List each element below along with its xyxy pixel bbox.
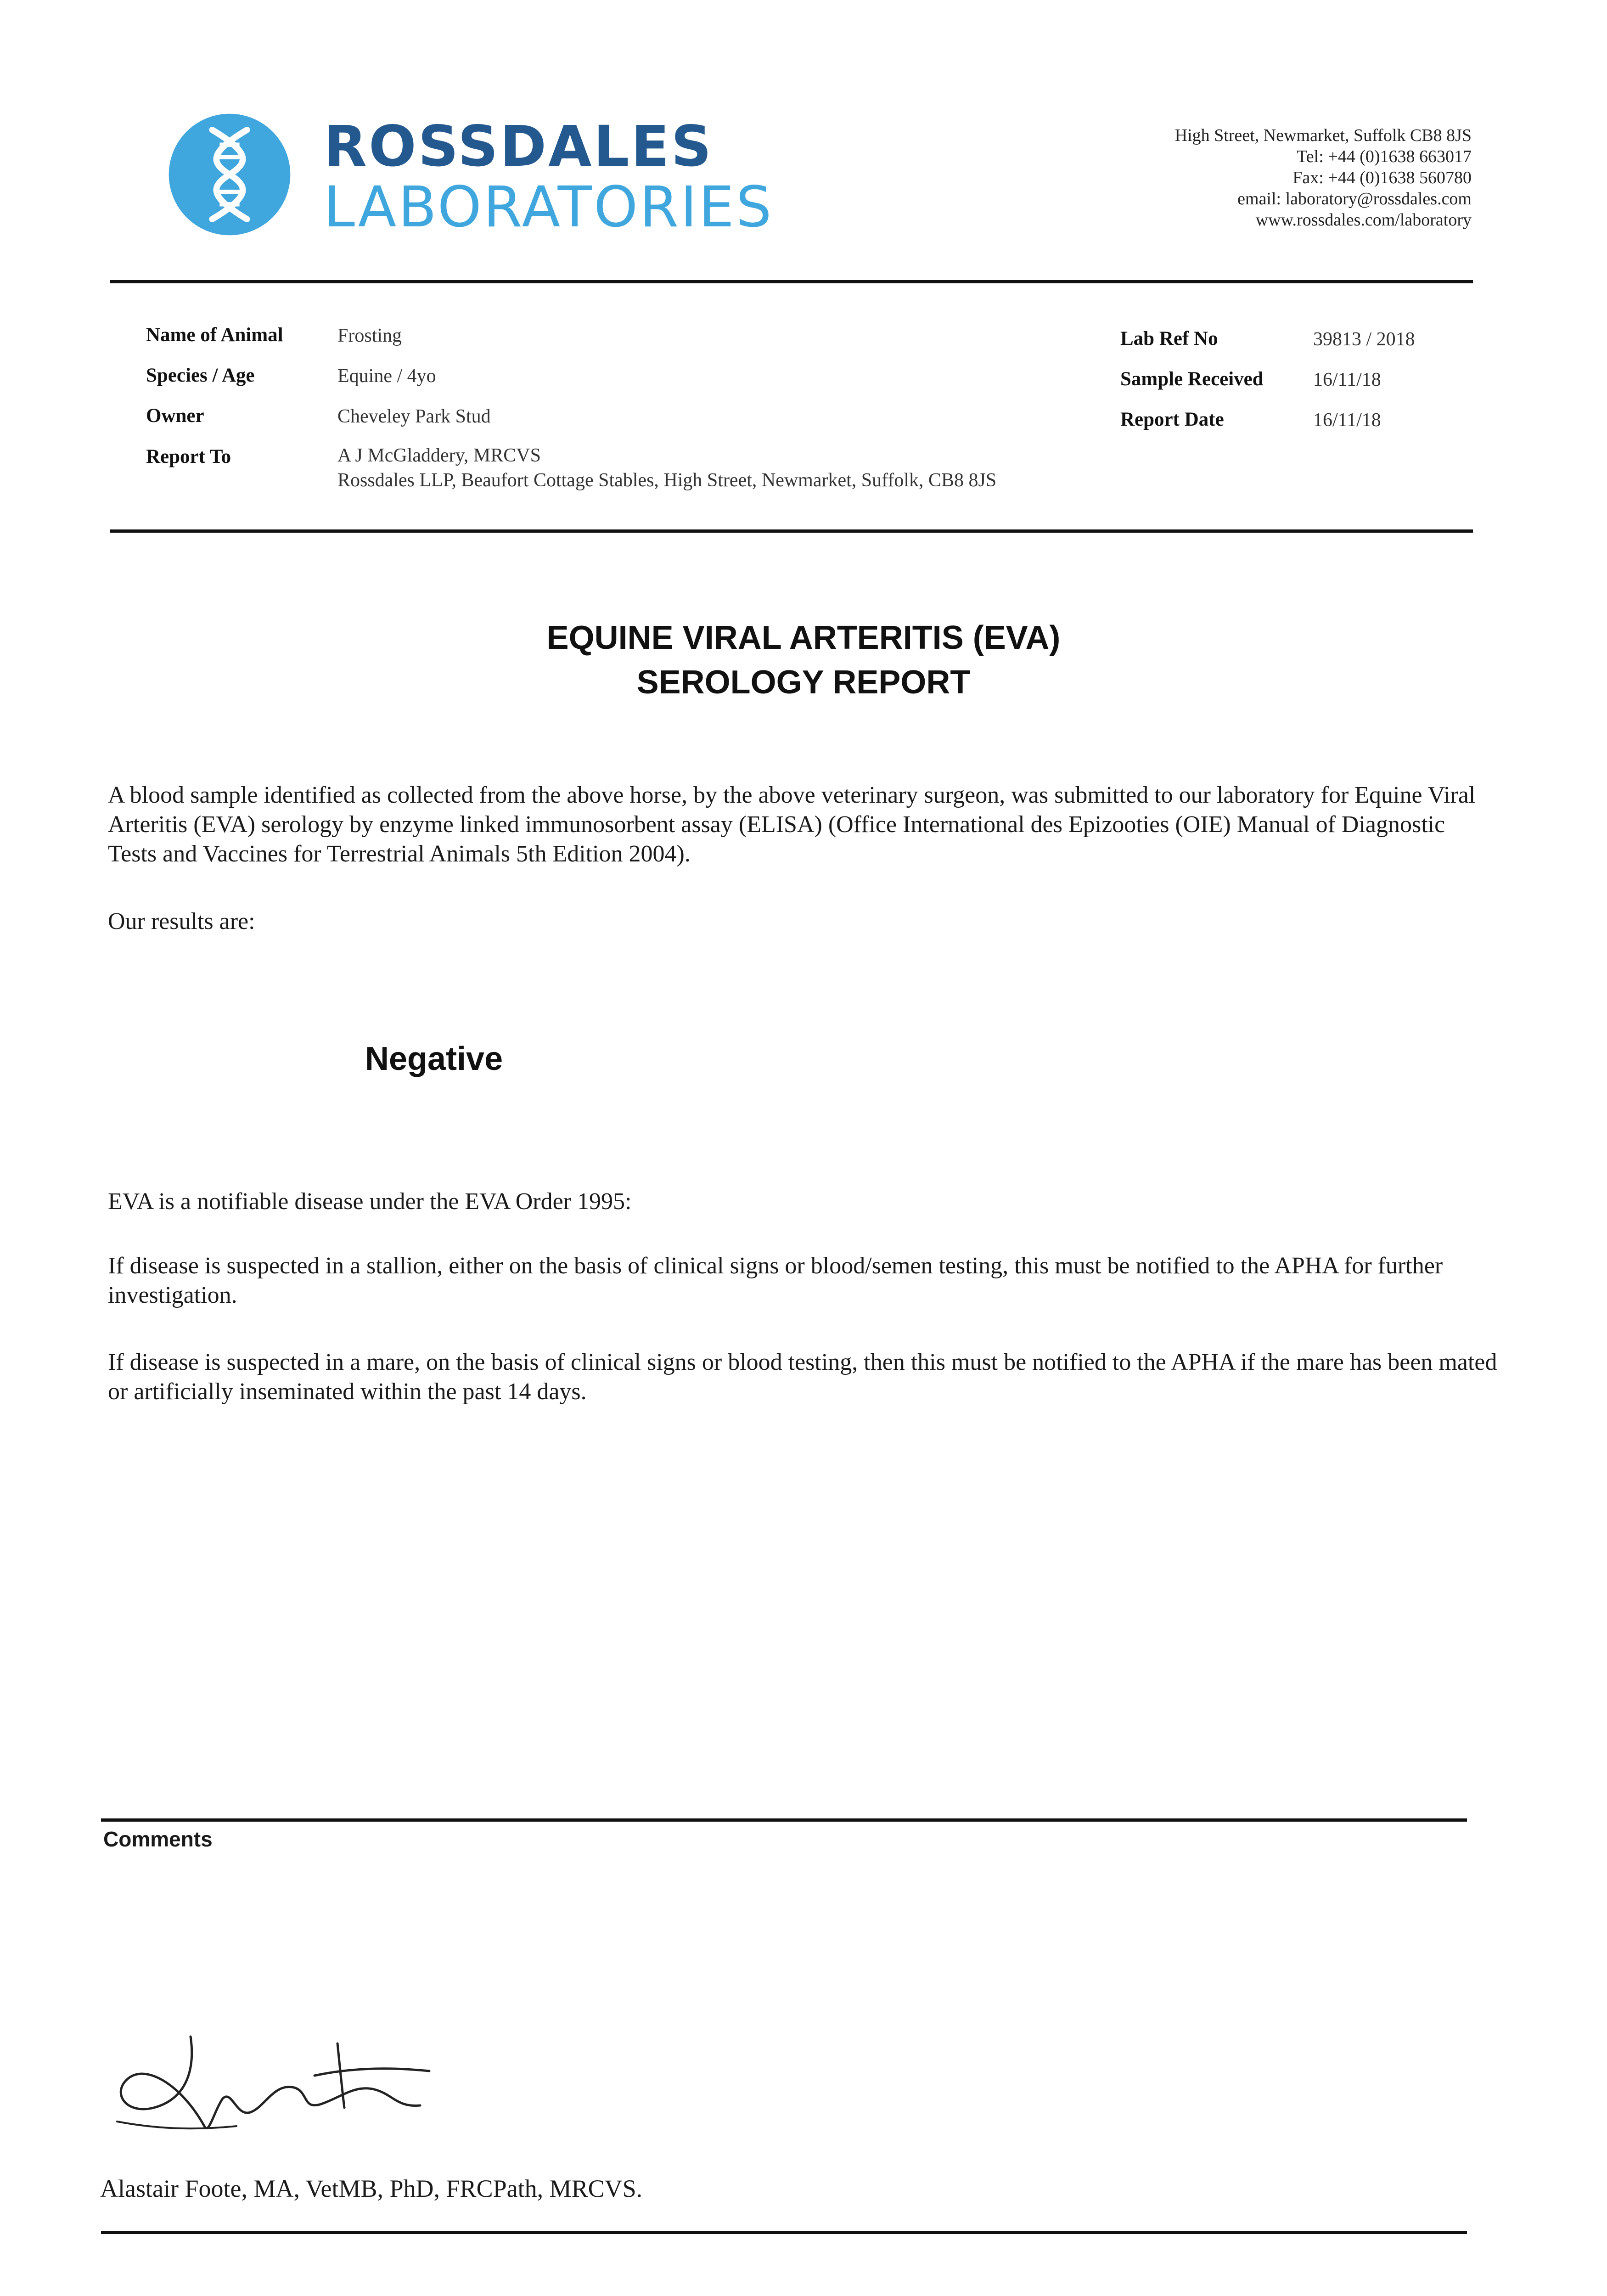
report-to-label: Report To [146, 446, 231, 467]
comments-label: Comments [103, 1827, 213, 1851]
contact-tel: Tel: +44 (0)1638 663017 [1297, 147, 1472, 166]
report-title: EQUINE VIRAL ARTERITIS (EVA) [546, 619, 1061, 656]
owner-label: Owner [146, 405, 204, 427]
species-age-label: Species / Age [146, 365, 255, 386]
mare-notice: If disease is suspected in a mare, on the basis of clinical signs or blood testing, then this must be notified to the APHA if the mare has been mated or artificially inseminated within the past 14 days. [108, 1349, 1497, 1405]
brand-name-line1: ROSSDALES [324, 114, 714, 179]
lab-ref-label: Lab Ref No [1120, 328, 1218, 349]
header-divider [110, 280, 1473, 283]
contact-email: email: laboratory@rossdales.com [1237, 189, 1472, 208]
name-of-animal-label: Name of Animal [146, 324, 283, 346]
contact-fax: Fax: +44 (0)1638 560780 [1292, 168, 1472, 187]
comments-divider [101, 1818, 1467, 1822]
report-to-name: A J McGladdery, MRCVS [337, 445, 541, 466]
notifiable-notice: EVA is a notifiable disease under the EVA Order 1995: [108, 1188, 632, 1215]
sample-received-value: 16/11/18 [1313, 369, 1381, 390]
signatory-name: Alastair Foote, MA, VetMB, PhD, FRCPath, MRCVS. [100, 2175, 643, 2202]
footer-divider [101, 2231, 1467, 2234]
contact-address: High Street, Newmarket, Suffolk CB8 8JS [1174, 126, 1472, 145]
results-intro: Our results are: [108, 908, 255, 934]
details-divider [110, 529, 1473, 533]
dna-helix-icon [168, 113, 292, 236]
report-date-label: Report Date [1120, 409, 1224, 430]
report-to-address: Rossdales LLP, Beaufort Cottage Stables, High Street, Newmarket, Suffolk, CB8 8JS [337, 470, 997, 491]
report-date-value: 16/11/18 [1313, 410, 1381, 431]
result-value: Negative [365, 1041, 503, 1077]
lab-ref-value: 39813 / 2018 [1313, 329, 1415, 350]
owner-value: Cheveley Park Stud [337, 406, 491, 427]
stallion-notice: If disease is suspected in a stallion, either on the basis of clinical signs or blood/semen testing, this must be notified to the APHA for further investigation. [108, 1253, 1443, 1308]
report-subtitle: SEROLOGY REPORT [636, 664, 971, 701]
intro-paragraph: A blood sample identified as collected from the above horse, by the above veterinary surgeon, was submitted to our laboratory for Equine Viral Arteritis (EVA) serology by enzyme linked immunosorbent assay (ELISA) (Office International des Epizooties (OIE) Manual of Diagnostic Tests and Vaccines for Terrestrial Animals 5th Edition 2004). [108, 782, 1476, 867]
sample-received-label: Sample Received [1120, 368, 1264, 390]
signature-mark [99, 2016, 466, 2167]
name-of-animal-value: Frosting [337, 325, 402, 346]
contact-website: www.rossdales.com/laboratory [1255, 210, 1472, 230]
species-age-value: Equine / 4yo [337, 366, 436, 387]
brand-name-line2: LABORATORIES [324, 174, 774, 240]
